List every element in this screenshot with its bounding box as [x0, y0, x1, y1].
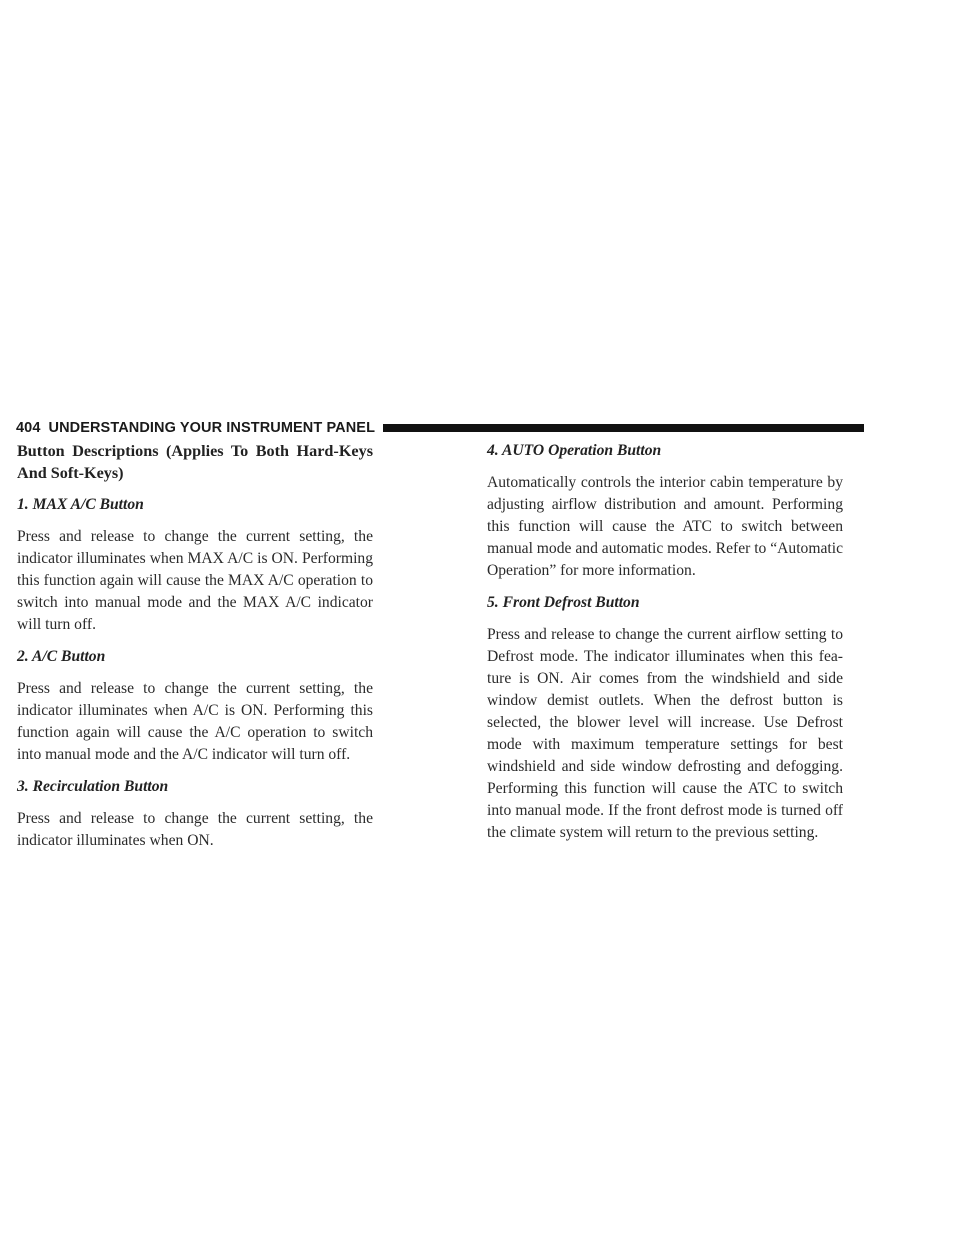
- auto-operation-button-text: Automatically controls the interior cabin temperature by adjusting airflow distribution and amount. Performing this function will cause the ATC to switch between manual mode and automatic modes. Refer to “Automatic Operation” for more information.: [487, 474, 843, 579]
- header-rule: [383, 424, 864, 432]
- right-column: [487, 440, 843, 844]
- front-defrost-button-text: Press and release to change the current airflow setting to Defrost mode. The indicator illuminates when this fea- ture is ON. Air comes from the windshield and side window demist outlets. When the defrost button is selected, the blower level will increase. Use Defrost mode with maximum temperature settings for best windshield and side window defrosting and defogging. Performing this function will cause the ATC to switch into manual mode. If the front defrost mode is turned off the climate system will return to the previous setting.: [487, 626, 843, 841]
- auto-operation-button-title: 4. AUTO Operation Button: [487, 442, 662, 459]
- max-ac-button-title: 1. MAX A/C Button: [17, 496, 144, 513]
- page-number: 404: [16, 420, 41, 436]
- left-column: [17, 440, 373, 852]
- ac-button-title: 2. A/C Button: [17, 648, 106, 665]
- recirculation-button-text: Press and release to change the current setting, the indicator illuminates when ON.: [17, 810, 373, 849]
- recirculation-button-title: 3. Recirculation Button: [17, 778, 169, 795]
- button-descriptions-heading: Button Descriptions (Applies To Both Hard-Keys And Soft-Keys): [17, 442, 373, 482]
- ac-button-text: Press and release to change the current setting, the indicator illuminates when A/C is ON. Performing this function again will cause the A/C operation to switch into manual mode and the A/C indicator will turn off.: [17, 680, 373, 763]
- front-defrost-button-title: 5. Front Defrost Button: [487, 594, 640, 611]
- max-ac-button-text: Press and release to change the current setting, the indicator illuminates when MAX A/C is ON. Performing this function again will cause the MAX A/C operation to switch into manual mode and the MAX A/C indicator will turn off.: [17, 528, 373, 633]
- page-header: [16, 420, 864, 436]
- section-title: UNDERSTANDING YOUR INSTRUMENT PANEL: [48, 420, 376, 436]
